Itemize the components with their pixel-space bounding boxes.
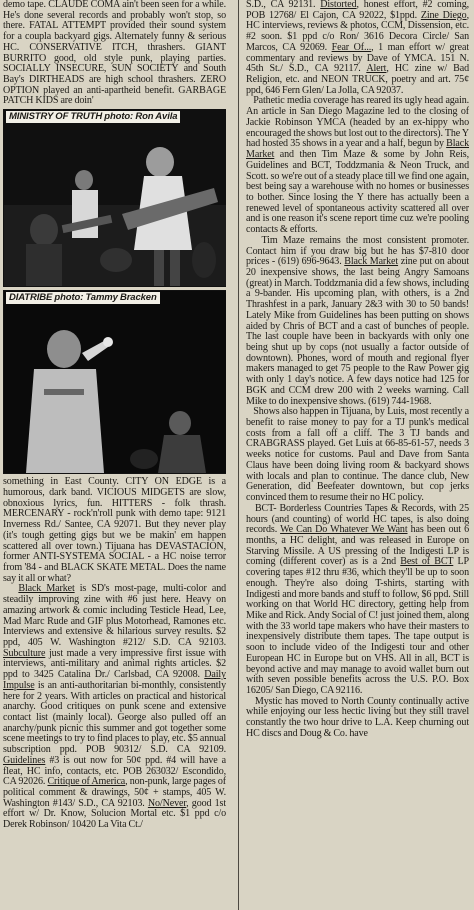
zine-name: Distorted (320, 0, 357, 10)
mystic-paragraph: Mystic has moved to North County continually active while enjoying our less hectic living but they still travel constantly the two hour drive to L.A. Keep churning out HC discs and Doug & Co. have (246, 695, 469, 739)
promoters-paragraph: Tim Maze remains the most consistent promoter. Contact him if you draw big but he has $7-810 door prices - (619) 696-9643. Black Market zine put on about 20 inexpensive shows, the last being Angry Samoans (great) in March. Toddzmania did a few shows, including a 9-bander. His upcoming plan, with others, is a 2nd Thrashfest in a park, January 2&3 with 30 to 50 bands! Lately Mike from Guidelines has been putting on shows aided by Chris of BCT and a cast of bunches of people. The last couple have been in backyards with only one being shut up by cops (not usually a factor outside of downtown). Phones, word of mouth and regional flyer makers managed to get 75 people to the Raw Power gig with only 1 day's notice. A few days notice had 125 for BGK and CCM drew 200 with 2 weeks warning. Call Mike to do inexpensive shows. (619) 744-1968. (246, 234, 469, 407)
zine-name: Subculture (3, 647, 46, 659)
zine-name: Daily Impulse (3, 669, 226, 691)
left-column (3, 0, 226, 910)
zine-name: Guidelines (3, 754, 46, 766)
zine-name: Alert (366, 63, 387, 75)
zine-name: Black Market (246, 138, 469, 161)
zine-name: Critique of America (47, 776, 126, 788)
bct-paragraph: BCT- Borderless Countries Tapes & Records, with 25 hours (and counting) of world HC tapes, is also doing records. We Can Do Whatever We Want has been out 6 months, a HC delight, and was released in Europe on Starving Missile. A US pressing of the Indigesti LP is coming (different cover) as is a 2nd Best of BCT LP covering tapes #12 thru #36, which they'll be up to soon enough. They're also doing T-shirts, starting with Indigesti and more bands and stuff to follow, $6 ppd. Still working on that World HC directory, getting help from Mike and Rick. Andy Social of C! just joined them, along with the 33 world tape makers who have their masters to inexpensively distribute them tapes. The tape output is soon to include video of the Indigesti tour and other European HC in Europe but on VHS. All in all, BCT is beyond active and may manage to avoid wallet burn out with seven possible benefits across the U.S. P.O. Box 16205/ San Diego, CA 92116. (246, 502, 469, 696)
photo-caption: DIATRIBE photo: Tammy Bracken (6, 292, 160, 304)
tijuana-paragraph: Shows also happen in Tijuana, by Luis, most recently a benefit to raise money to pay for a TJ punk's medical costs from a fall off a cliff. The 3 TJ bands and CRABGRASS played. Get Luis at 66-85-61-57, needs 3 weeks notice for customs. Paul and Dave from Santa Claus have been doing living room & backyard shows with locals and plan to continue. The dance club, New Generation, did Beefeater downtown, but cop jerks convinced them to resume their no HC policy. (246, 406, 469, 504)
zine-name: Fear Of... (331, 41, 372, 53)
zine-name: Zine Diego (420, 9, 467, 21)
zine-listings-paragraph: S.D., CA 92131. Distorted, honest effort, #2 coming, POB 12768/ El Cajon, CA 92022, $1ppd. Zine Diego, HC interviews, reviews & photos, CCM, Dissension, etc. #2 soon. $1 ppd c/o Ron/ 3616 Decora Circle/ San Marcos, CA 92069. Fear Of..., 1 man effort w/ great commentary and reviews by Dave of YMCA. 151 N. 45th St./ S.D., CA 92117. Alert, HC zine w/ Bad Religion, etc. and NEON TRUCK, poetry and art. 75¢ ppd, 646 Fern Glen/ La Jolla, CA 92037. (246, 0, 469, 96)
zines-paragraph: Black Market is SD's most-page, multi-color and steadily improving zine with #6 just here. Heavy on amazing artwork & comic including Testicle Head, Lee, Mad Marc Rude and GIF plus Motorhead, Ramones etc. Interviews and extensive & hilarious survey results. $2 ppd, 405 W. Washington #212/ S.D. CA 92103. Subculture just made a very impressive first issue with interviews, anti-military and animal rights articles. $2 ppd to 3425 Catalina Dr./ Carlsbad, CA 92008. Daily Impulse is an anti-authoritarian bi-monthly, consistently here for 2 years. With articles on practical and historical anarchy. Good critiques on punk scene and extensive contact list (mainly local). George also pulled off an anarchy/punk picnic this summer and got together some scene meetings to try to find places to play, etc. $5 annual subscription ppd. POB 90312/ S.D. CA 92109. Guidelines #3 is out now for 50¢ ppd. #4 will have a fleat, HC info, contacts, etc. POB 263032/ Escondido, CA 92026. Critique of America, non-punk, large pages of political comment & drawings, 50¢ + stamps, 405 W. Washington #143/ S.D., CA 92103. No/Never, good 1st effort w/ Dr. Know, Solucion Mortal etc. $1 ppd c/o Derek Robinson/ 10420 La Vita Ct./ (3, 583, 226, 831)
zine-name: Black Market (18, 583, 75, 595)
zine-name: Black Market (344, 256, 399, 268)
media-paragraph: Pathetic media coverage has reared its ugly head again. An article in San Diego Magazine led to the closing of Jackie Robinson YMCA (headed by an ex-hippy who encouraged the shows but lost out to the directors). The Y had hosted 35 shows in a year and a half, begun by Black Market and then Tim Maze & some by John Reis, Guidelines and BCT, Toddzmania & Neon Truck, and Scott. so we're out of a steady place till we find one again, best being say a warehouse with no homes or businesses to bother. Since losing the Y there has actually been a renewed level of spontaneous activity scattered all over and is one reason it's scene report time cuz we're pooling contacts & efforts. (246, 95, 469, 236)
record-title: We Can Do Whatever We Want (280, 524, 408, 536)
photo-ministry-of-truth (3, 109, 226, 287)
record-title: Best of BCT (400, 556, 454, 568)
bands-paragraph: something in East County. CITY ON EDGE is a humorous, dark band. VICIOUS MIDGETS are slow, obnoxious lyrics, fun. HITTERS - folk thrash. MERCENARY - rock'n'roll punk with demo tape: 9121 Inverness Rd./ Santee, CA 92071. But they never play (it's tough getting gigs but we be makin' em happen scattered all over town.) Tijuana has DEVASTACION, former ANTI-SYSTEMA SOCIAL - a HC noise terror from '84 - and BLACK SKATE METAL. Does the name say it all or what? (3, 476, 226, 584)
right-column (246, 0, 469, 910)
zine-name: No/Never (147, 797, 187, 809)
column-divider (238, 0, 239, 910)
photo-diatribe (3, 290, 226, 474)
band-photo-image (4, 110, 226, 286)
photo-caption: MINISTRY OF TRUTH photo: Ron Avila (6, 111, 180, 123)
band-photo-image (4, 291, 226, 473)
intro-paragraph: demo tape. CLAUDE COMA ain't been seen for a while. He's done several records and probably won't stop, so there. FATAL ATTEMPT provided their sound system for a coupla backyard gigs. Alternately funny & serious HC. CONSERVATIVE ITCH, thrashers. GIANT BURRITO good, old style punk, playing parties. SOCIALLY INSECURE, SUN SOCIETY and South Bay's DIRTHEADS are high school thrashers. ZERO OPTION played an anti-apartheid benefit. GARBAGE PATCH KIDS are doin' (3, 0, 226, 107)
